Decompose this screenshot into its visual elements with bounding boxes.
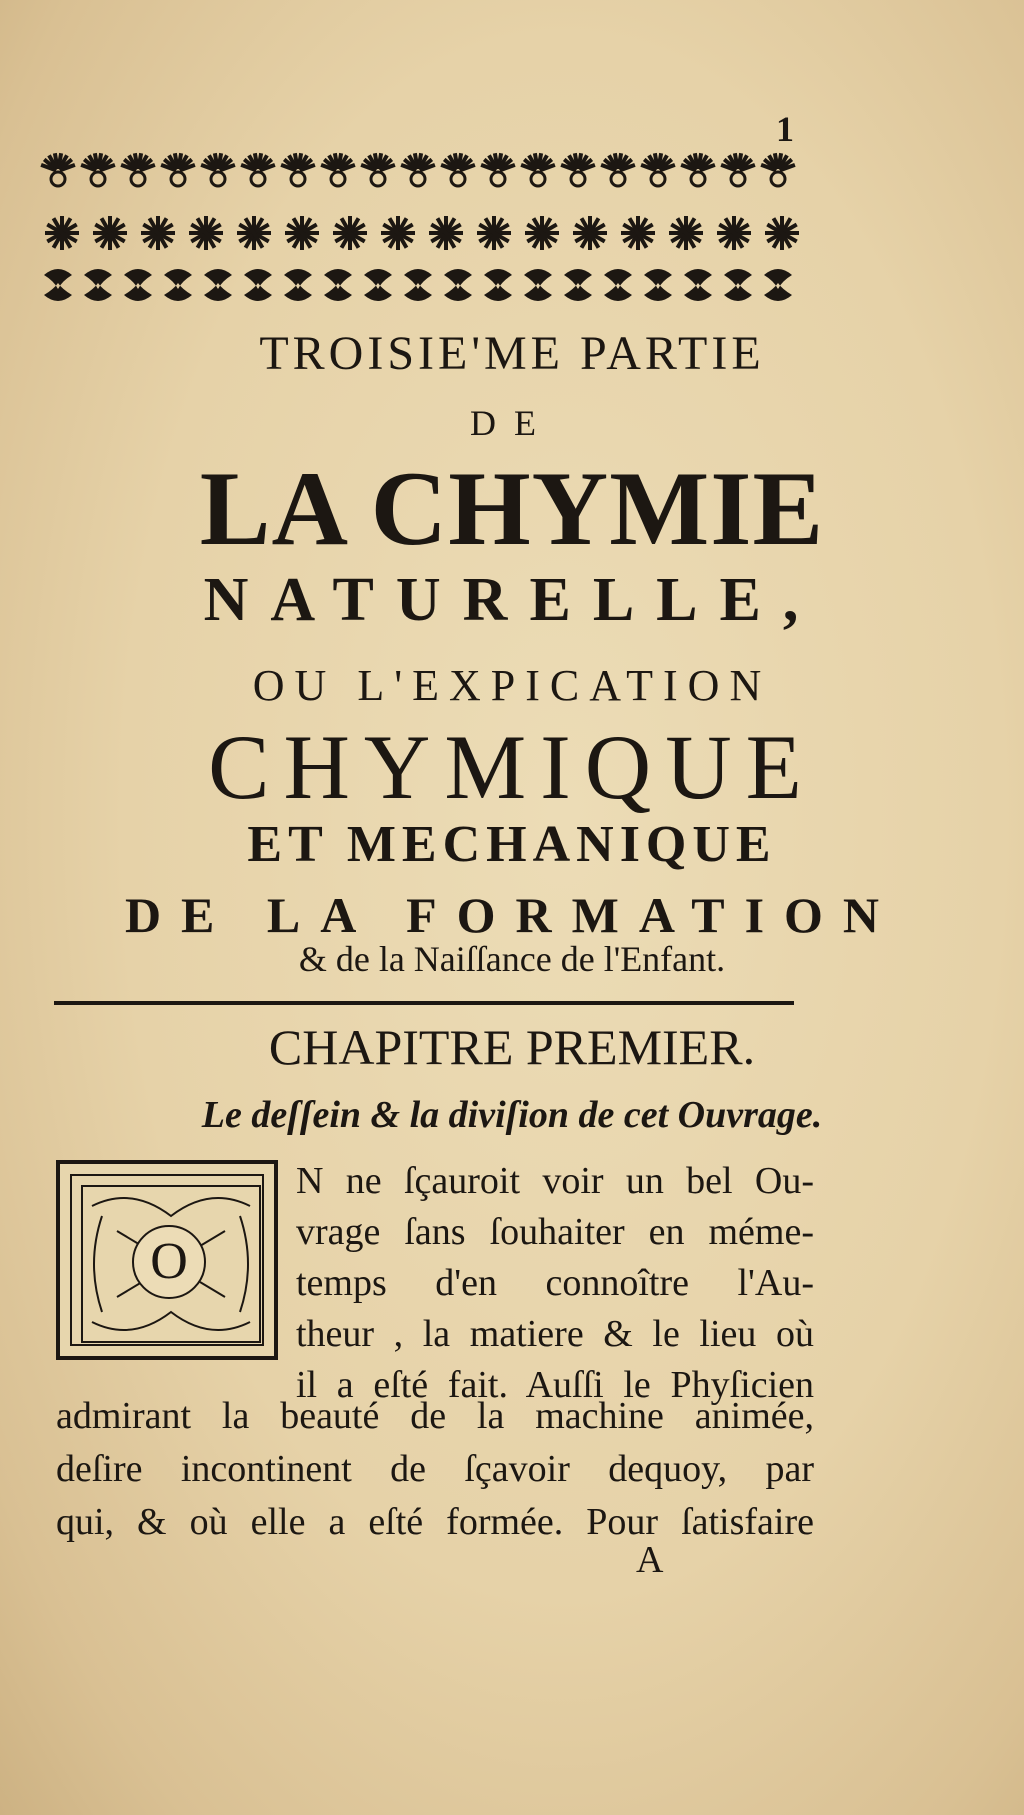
- text-line: il a eſté fait. Auſſi le Phyſicien: [296, 1364, 814, 1406]
- fleuron-icon: [45, 216, 79, 250]
- fleuron-icon: [240, 153, 275, 186]
- fleuron-icon: [40, 153, 75, 186]
- fleuron-icon: [640, 153, 675, 186]
- fleuron-icon: [440, 153, 475, 186]
- text-line: admirant la beauté de la machine animée,: [56, 1395, 814, 1437]
- chapter-title: CHAPITRE PREMIER.: [268, 1019, 756, 1075]
- fleuron-icon: [600, 153, 635, 186]
- ornament-band-middle: [38, 210, 808, 256]
- title-explication: OU L'EXPICATION: [252, 661, 772, 710]
- fleuron-icon: [204, 269, 232, 301]
- fleuron-icon: [44, 269, 72, 301]
- fleuron-icon: [604, 269, 632, 301]
- fleuron-icon: [520, 153, 555, 186]
- chapter-subtitle: Le deſſein & la diviſion de cet Ouvrage.: [201, 1094, 823, 1136]
- fleuron-icon: [237, 216, 271, 250]
- text-line: theur , la matiere & le lieu où: [296, 1313, 814, 1355]
- drop-cap-ornament: [56, 1160, 278, 1360]
- signature-mark: A: [636, 1539, 664, 1581]
- drop-cap-letter: O: [132, 1225, 206, 1299]
- fleuron-icon: [284, 269, 312, 301]
- fleuron-icon: [84, 269, 112, 301]
- fleuron-icon: [120, 153, 155, 186]
- fleuron-icon: [404, 269, 432, 301]
- fleuron-icon: [717, 216, 751, 250]
- text-line: temps d'en connoître l'Au-: [296, 1262, 814, 1304]
- fleuron-icon: [333, 216, 367, 250]
- fleuron-icon: [444, 269, 472, 301]
- fleuron-icon: [525, 216, 559, 250]
- fleuron-icon: [244, 269, 272, 301]
- title-naturelle: NATURELLE,: [203, 566, 821, 634]
- fleuron-icon: [124, 269, 152, 301]
- fleuron-icon: [320, 153, 355, 186]
- fleuron-icon: [564, 269, 592, 301]
- text-line: N ne ſçauroit voir un bel Ou-: [296, 1160, 814, 1202]
- fleuron-icon: [80, 153, 115, 186]
- fleuron-icon: [400, 153, 435, 186]
- fleuron-icon: [200, 153, 235, 186]
- title-de: DE: [470, 403, 554, 443]
- fleuron-icon: [141, 216, 175, 250]
- divider-rule: [54, 1001, 794, 1005]
- page-number: 1: [776, 109, 794, 149]
- title-formation: DE LA FORMATION: [124, 887, 900, 943]
- fleuron-icon: [764, 269, 792, 301]
- fleuron-icon: [560, 153, 595, 186]
- part-title: TROISIE'ME PARTIE: [259, 327, 765, 380]
- fleuron-icon: [484, 269, 512, 301]
- fleuron-icon: [93, 216, 127, 250]
- fleuron-icon: [324, 269, 352, 301]
- fleuron-icon: [189, 216, 223, 250]
- text-line: deſire incontinent de ſçavoir dequoy, par: [56, 1448, 814, 1490]
- fleuron-icon: [524, 269, 552, 301]
- fleuron-icon: [164, 269, 192, 301]
- fleuron-icon: [669, 216, 703, 250]
- paragraph-beside-dropcap: [296, 1156, 814, 1411]
- fleuron-icon: [429, 216, 463, 250]
- text-line: vrage ſans ſouhaiter en méme-: [296, 1211, 814, 1253]
- ornament-band-bottom: [38, 262, 808, 308]
- fleuron-icon: [765, 216, 799, 250]
- fleuron-icon: [573, 216, 607, 250]
- fleuron-icon: [760, 153, 795, 186]
- main-title: LA CHYMIE: [199, 450, 825, 567]
- fleuron-icon: [684, 269, 712, 301]
- fleuron-icon: [360, 153, 395, 186]
- title-chymique: CHYMIQUE: [208, 716, 816, 818]
- fleuron-icon: [621, 216, 655, 250]
- fleuron-icon: [644, 269, 672, 301]
- fleuron-icon: [280, 153, 315, 186]
- fleuron-icon: [680, 153, 715, 186]
- fleuron-icon: [364, 269, 392, 301]
- fleuron-icon: [480, 153, 515, 186]
- fleuron-icon: [724, 269, 752, 301]
- drop-cap-frame: [70, 1174, 264, 1346]
- fleuron-icon: [160, 153, 195, 186]
- fleuron-icon: [477, 216, 511, 250]
- title-naissance: & de la Naiſſance de l'Enfant.: [298, 939, 726, 979]
- ornament-band-top: [38, 148, 808, 194]
- fleuron-icon: [381, 216, 415, 250]
- fleuron-icon: [285, 216, 319, 250]
- text-line: qui, & où elle a eſté formée. Pour ſatisfaire: [56, 1501, 814, 1543]
- title-mechanique: ET MECHANIQUE: [247, 816, 777, 873]
- paragraph-full-width: [56, 1390, 814, 1549]
- fleuron-icon: [720, 153, 755, 186]
